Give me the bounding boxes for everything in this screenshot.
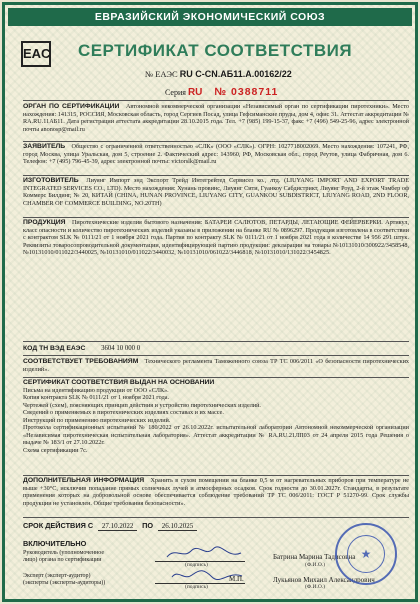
organ-heading: ОРГАН ПО СЕРТИФИКАЦИИ — [23, 103, 120, 110]
basis-line: Сведений о применяемых в пиротехнических изделиях составах и их массе. — [23, 409, 224, 416]
registration-line — [145, 69, 292, 79]
organ-text: Автономной некоммерческой организации «Независимый орган по сертификации пиротехники». Место нахождения: 141315, РОССИЯ, Московская область, город Сергиев Посад, улица Гефсиманские пруды, дом 4, офис 31. Аттестат аккредитации № RA.RU.11АБ11. Дата регистрации аттестата аккредитации 28.10.2015 года. Тел. +7 (985) 199-15-37, факс +7 (496) 549-25-96, адрес электронной почты anonosp@mail.ru — [23, 103, 410, 133]
basis-line: Чертежей (схем), поясняющих принцип действия и устройство пиротехнических изделий. — [23, 401, 261, 409]
head-sig-note: (подпись) — [185, 562, 208, 568]
head-label-line: лицо) органа по сертификации — [23, 557, 102, 563]
applicant-heading: ЗАЯВИТЕЛЬ — [23, 143, 66, 150]
expert-sig-note: (подпись) — [185, 584, 208, 590]
star-icon: ★ — [360, 547, 372, 561]
applicant-text: Общество с ограниченной ответственностью «СЛК» (ООО «СЛК»). ОГРН: 1027718002069. Место нахождения: 107241, РФ, город Москва, улица Уральская, дом 5, строение 2. Фактический адрес: 143960, РФ, Московская обл., город Реутов, улица Фабричная, дом 6. Телефон: +7 (495) 796-45-39, адрес электронной почты: victorslk@mail.ru — [23, 143, 409, 165]
validity-from: 27.10.2022 — [98, 522, 138, 531]
head-label-line: Руководитель (уполномоченное — [23, 550, 105, 556]
validity-heading: СРОК ДЕЙСТВИЯ С — [23, 521, 94, 530]
head-signature — [165, 545, 245, 561]
divider — [23, 175, 409, 176]
head-label — [23, 550, 104, 564]
head-name-note: (Ф.И.О.) — [305, 562, 326, 568]
section-manufacturer — [23, 177, 409, 207]
certificate-title: СЕРТИФИКАТ СООТВЕТСТВИЯ — [77, 41, 353, 60]
expert-name: Лукьянов Михаил Александрович — [273, 576, 375, 584]
basis-line: Схема сертификации 7с. — [23, 446, 88, 454]
validity-suffix: ВКЛЮЧИТЕЛЬНО — [23, 539, 87, 548]
divider — [23, 217, 409, 218]
section-additional — [23, 477, 409, 507]
series-number: № 0388711 — [214, 86, 279, 98]
series-label: Серия — [165, 88, 186, 97]
kod-value: 3604 10 000 0 — [101, 345, 141, 352]
basis-line: Инструкций по применению пиротехнических изделий. — [23, 416, 171, 424]
basis-heading: СЕРТИФИКАТ СООТВЕТСТВИЯ ВЫДАН НА ОСНОВАНИИ — [23, 379, 215, 386]
divider — [23, 341, 409, 342]
additional-text: Хранить в сухом помещении на бланке 0,5 м от нагревательных приборов при температуре не выше +30°С, исключив попадание прямых солнечных лучей и атмосферных осадков. Срок годности до 30.01.2027г. Стандарты, в результате применения которых на добровольной основе обеспечивается соблюдение требований ТР ТС 006/2011: ГОСТ Р 51270-99. Срок службы продукции не установлен. Общие требования безопасности». — [23, 477, 409, 507]
divider — [23, 355, 409, 356]
divider — [23, 475, 409, 476]
section-organ — [23, 103, 409, 133]
basis-line: Протокола сертификационных испытаний № 180/2022 от 26.10.2022г. испытательной лаборатории Автономной некоммерческой организации «Независимая пиротехническая испытательная лаборатория». Аттестат аккредитации № RA.RU.21ЛП03 от 24 апреля 2015 года Решения о выдаче № 183/1 от 27.10.2022г. — [23, 424, 409, 446]
series-value: RU — [187, 87, 203, 98]
validity-to: 26.10.2025 — [158, 522, 198, 531]
divider — [23, 377, 409, 378]
section-basis — [23, 379, 409, 454]
expert-label — [23, 573, 105, 587]
product-heading: ПРОДУКЦИЯ — [23, 219, 66, 226]
section-product — [23, 219, 409, 257]
expert-label-line: Эксперт (эксперт-аудитор) — [23, 573, 91, 579]
basis-line: Копия контракта SLK № 0111/21 от 1 ноября 2021 года. — [23, 394, 170, 401]
registration-label: № ЕАЭС — [145, 69, 178, 79]
additional-heading: ДОПОЛНИТЕЛЬНАЯ ИНФОРМАЦИЯ — [23, 477, 145, 484]
divider — [23, 141, 409, 142]
requirements-heading: СООТВЕТСТВУЕТ ТРЕБОВАНИЯМ — [23, 358, 139, 365]
top-banner: ЕВРАЗИЙСКИЙ ЭКОНОМИЧЕСКИЙ СОЮЗ — [8, 8, 412, 26]
registration-number: RU C-CN.АБ11.А.00162/22 — [179, 69, 292, 79]
kod-heading: КОД ТН ВЭД ЕАЭС — [23, 345, 86, 352]
product-text: Пиротехнические изделия бытового назначения: БАТАРЕИ САЛЮТОВ, ПЕТАРДЫ, ЛЕТАЮЩИЕ ФЕЙЕРВЕРКИ. Артикул, класс опасности и количество пиротехнических изделий указаны в приложении на бланке RU № 0896297. Продукция изготовлена в соответствии с контрактом SLK № 0111/21 от 1 ноября 2021 года. Партия по контракту SLK № 0111/21 от 1 ноября 2021 года в количестве 14 956 291 штук. Реквизиты товаросопроводительной документации, идентифицирующей партию продукции: декларации на товары №10131010/300922/3458548, №10131010/011022/3440025, №10131010/011022/3440032, №10131010/061022/3446818, №10131010/131022/3454825. — [23, 219, 410, 256]
section-applicant — [23, 143, 409, 166]
head-name: Батрина Марина Тадисовна — [273, 553, 356, 561]
requirements-text: Технического регламента Таможенного союза ТР ТС 006/2011 «О безопасности пиротехнических изделий». — [23, 358, 409, 373]
expert-name-note: (Ф.И.О.) — [305, 584, 326, 590]
basis-line: Письма на идентификацию продукции от ООО «СЛК». — [23, 386, 169, 394]
mp-mark: М.П. — [229, 575, 244, 583]
section-requirements — [23, 358, 409, 373]
divider — [23, 517, 409, 518]
manufacturer-heading: ИЗГОТОВИТЕЛЬ — [23, 177, 79, 184]
organization-stamp — [335, 523, 397, 585]
divider — [23, 100, 409, 101]
manufacturer-text: Лиуянг Импорт энд Экспорт Трейд Интегрейтед Сервисез ко., лтд. (LIUYANG IMPORT AND EXPORT TRADE INTEGRATED SERVICES CO., LTD). Место нахождения: Хунань провинс, Лиуянг Сити, Гуанкоу Сабдистрикт, Лиуянг Роуд, 2-й этаж Чэмбер оф Коммерс Билдинг, № 20, КИТАЙ (CHINA, HUNAN PROVINCE, LIUYANG CITY, GUANKOU SUBDISTRICT, LIUYANG ROAD, 2ND FLOOR, CHAMBER OF COMMERCE BUILDING, NO.20TH) — [23, 177, 409, 207]
eac-logo: EAC — [21, 41, 51, 67]
expert-label-line: (эксперты (эксперты-аудиторы)) — [23, 580, 106, 586]
certificate-page — [2, 2, 418, 602]
series-line — [165, 86, 278, 98]
validity-to-label: ПО — [142, 521, 154, 530]
section-kod — [23, 345, 140, 352]
